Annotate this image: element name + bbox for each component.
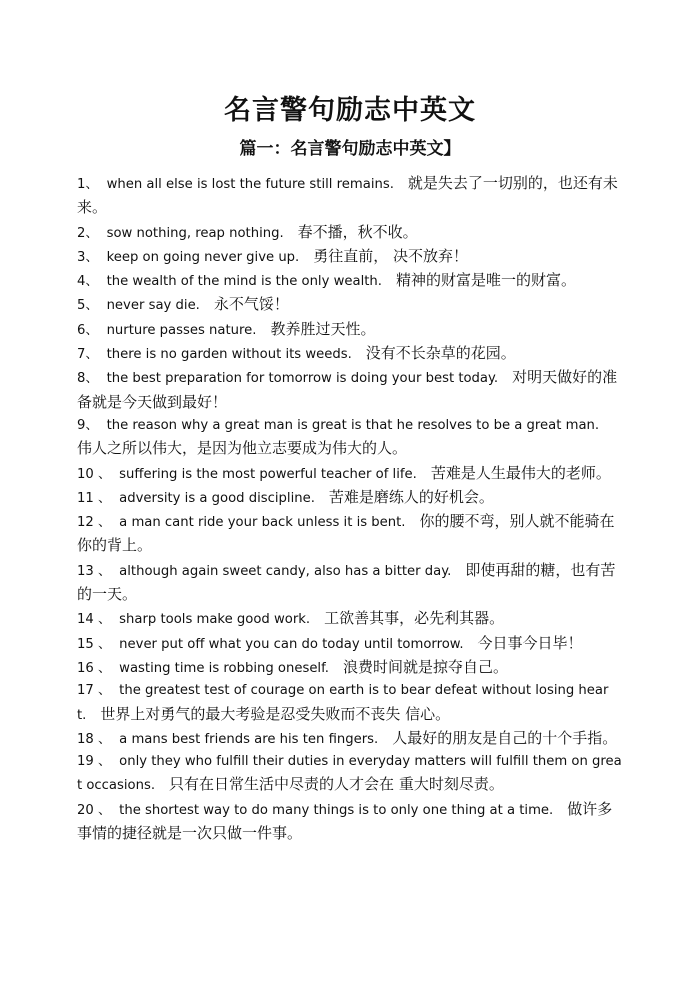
quote-item	[77, 751, 622, 798]
quote-english: sharp tools make good work.	[119, 612, 311, 628]
quote-english: never say die.	[106, 298, 200, 314]
quote-number: 1、	[77, 177, 99, 192]
quote-number: 15 、	[77, 636, 112, 652]
quote-chinese: 只有在日常生活中尽责的人才会在 重大时刻尽责。	[169, 775, 504, 794]
quote-english: the shortest way to do many things is to only one thing at a time.	[119, 802, 554, 818]
quote-chinese: 对明天做好的准备就是今天做到最好！	[77, 368, 618, 411]
quote-chinese: 世界上对勇气的最大考验是忍受失败而不丧失 信心。	[100, 704, 451, 723]
quote-english: a man cant ride your back unless it is bent.	[119, 515, 406, 531]
quote-english: the greatest test of courage on earth is to bear defeat without losing heart.	[77, 683, 609, 723]
quote-chinese: 勇往直前， 决不放弃！	[313, 246, 469, 265]
quote-chinese: 浪费时间就是掠夺自己。	[342, 657, 508, 676]
quote-chinese: 你的腰不弯，别人就不能骑在你的背上。	[77, 512, 615, 555]
quote-item	[77, 342, 622, 366]
quote-number: 10 、	[77, 466, 112, 482]
quote-chinese: 永不气馁！	[213, 295, 289, 314]
quote-item	[77, 607, 622, 631]
quote-item	[77, 656, 622, 680]
quote-chinese: 做许多事情的捷径就是一次只做一件事。	[77, 799, 613, 843]
quote-english: keep on going never give up.	[106, 249, 300, 265]
document-title: 名言警句励志中英文	[224, 95, 476, 126]
quote-list	[77, 172, 622, 846]
quote-chinese: 精神的财富是唯一的财富。	[395, 271, 576, 290]
quote-number: 18 、	[77, 731, 112, 747]
quote-english: the best preparation for tomorrow is doing your best today.	[106, 371, 499, 387]
quote-number: 3、	[77, 249, 99, 265]
quote-chinese: 工欲善其事，必先利其器。	[324, 609, 505, 628]
quote-english: a mans best friends are his ten fingers.	[119, 731, 379, 747]
quote-number: 16 、	[77, 660, 112, 676]
quote-number: 12 、	[77, 515, 112, 531]
quote-english: when all else is lost the future still remains.	[106, 177, 394, 192]
quote-english: there is no garden without its weeds.	[106, 347, 352, 363]
quote-chinese: 即使再甜的糖，也有苦的一天。	[77, 560, 616, 604]
quote-item	[77, 486, 622, 510]
quote-english: nurture passes nature.	[106, 322, 257, 338]
quote-item	[77, 221, 622, 245]
document-subtitle: 篇一：名言警句励志中英文】	[239, 139, 461, 159]
quote-number: 9、	[77, 417, 99, 433]
quote-english: adversity is a good discipline.	[119, 490, 315, 506]
quote-item	[77, 245, 622, 269]
quote-english: only they who fulfill their duties in everyday matters will fulfill them on great occasions.	[77, 754, 622, 794]
quote-chinese: 苦难是磨练人的好机会。	[328, 487, 494, 506]
quote-number: 17 、	[77, 683, 112, 699]
quote-number: 11 、	[77, 490, 112, 506]
quote-english: wasting time is robbing oneself.	[119, 660, 329, 676]
quote-english: sow nothing, reap nothing.	[106, 225, 284, 241]
quote-item	[77, 293, 622, 317]
quote-english: never put off what you can do today until tomorrow.	[119, 636, 464, 652]
quote-chinese: 人最好的朋友是自己的十个手指。	[392, 728, 618, 747]
quote-number: 5、	[77, 298, 99, 314]
quote-item	[77, 632, 622, 656]
quote-chinese: 没有不长杂草的花园。	[365, 344, 516, 363]
quote-number: 19 、	[77, 754, 112, 770]
quote-item	[77, 727, 622, 751]
quote-number: 2、	[77, 225, 99, 241]
quote-chinese: 就是失去了一切别的，也还有未来。	[77, 174, 618, 217]
quote-chinese: 苦难是人生最伟大的老师。	[430, 463, 611, 482]
quote-item	[77, 559, 622, 608]
quote-english: although again sweet candy, also has a bitter day.	[119, 563, 452, 579]
quote-chinese: 今日事今日毕！	[477, 633, 583, 652]
quote-item	[77, 680, 622, 727]
quote-chinese: 伟人之所以伟大，是因为他立志要成为伟大的人。	[77, 439, 408, 458]
quote-number: 14 、	[77, 612, 112, 628]
quote-item	[77, 172, 622, 221]
quote-number: 4、	[77, 274, 99, 290]
quote-item	[77, 415, 622, 462]
quote-english: the wealth of the mind is the only wealth.	[106, 274, 382, 290]
quote-item	[77, 366, 622, 415]
quote-number: 20 、	[77, 802, 112, 818]
quote-number: 6、	[77, 322, 99, 338]
quote-item	[77, 462, 622, 486]
quote-item	[77, 269, 622, 293]
quote-number: 13 、	[77, 563, 112, 579]
quote-chinese: 教养胜过天性。	[270, 319, 376, 338]
quote-english: the reason why a great man is great is that he resolves to be a great man.	[106, 417, 600, 433]
quote-number: 8、	[77, 371, 99, 387]
quote-chinese: 春不播，秋不收。	[297, 222, 418, 241]
quote-item	[77, 318, 622, 342]
quote-item	[77, 510, 622, 559]
quote-english: suffering is the most powerful teacher of life.	[119, 466, 417, 482]
quote-number: 7、	[77, 347, 99, 363]
quote-item	[77, 798, 622, 847]
